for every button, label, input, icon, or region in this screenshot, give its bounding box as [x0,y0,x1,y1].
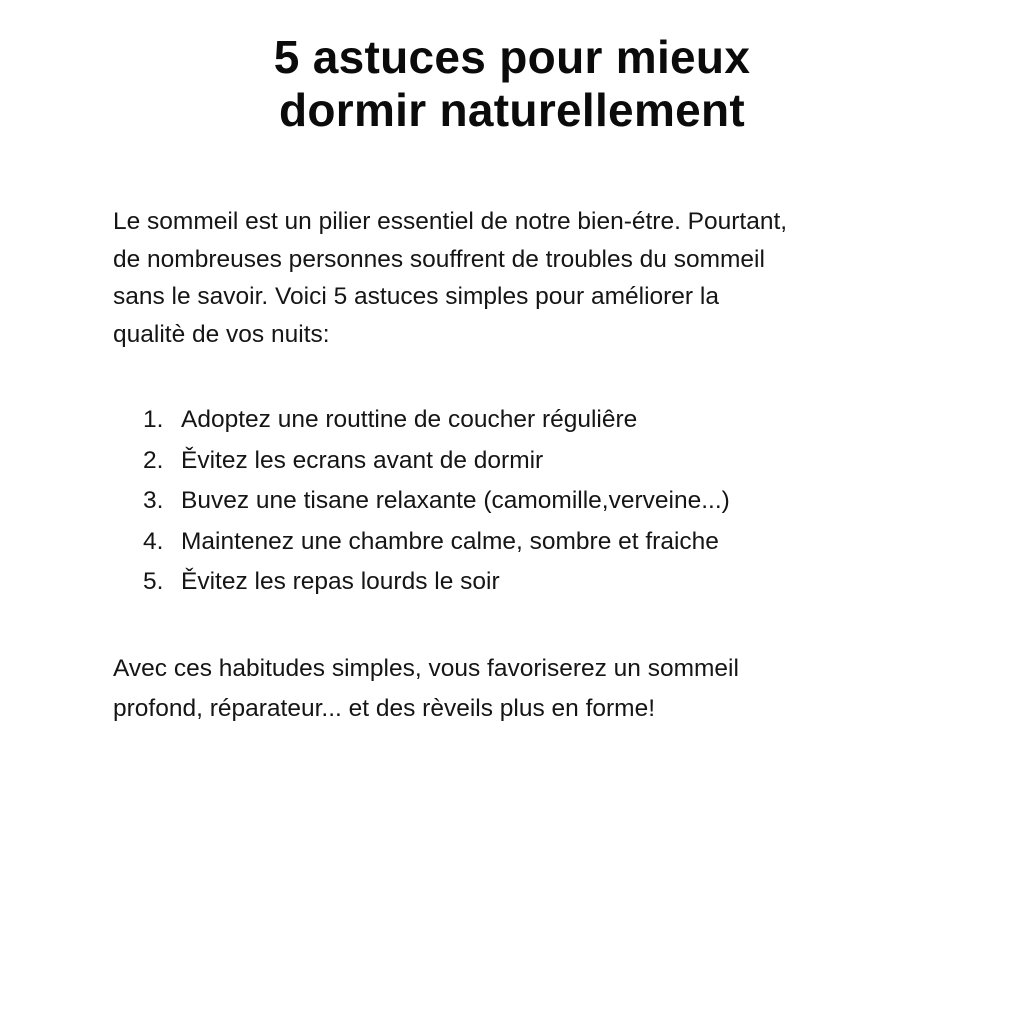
page-title-line-1: 5 astuces pour mieux [273,31,751,83]
tip-text: Ěvitez les repas lourds le soir [181,568,500,595]
intro-line: Le sommeil est un pilier essentiel de notre bien-étre. Pourtant, [113,208,788,235]
tip-number: 5. [143,568,164,595]
tip-number: 2. [143,446,164,474]
page-title [0,0,1024,137]
page-title-line-2: dormir naturellement [278,84,746,136]
tip-number: 1. [143,406,164,433]
intro-line: sans le savoir. Voici 5 astuces simples pour améliorer la [113,283,719,310]
tips-list [143,400,1024,603]
tip-item [143,522,1024,563]
intro-line: de nombreuses personnes souffrent de troubles du sommeil [113,245,765,273]
closing-paragraph [113,649,1024,729]
closing-line: Avec ces habitudes simples, vous favoriserez un sommeil [113,654,739,682]
tip-item [143,562,1024,603]
tip-number: 4. [143,527,164,555]
tip-item [143,400,1024,441]
tip-number: 3. [143,487,164,514]
tip-text: Adoptez une routtine de coucher réguliêre [181,406,638,433]
tip-item [143,481,1024,522]
tip-text: Maintenez une chambre calme, sombre et fraiche [181,527,719,555]
tip-text: Buvez une tisane relaxante (camomille,verveine...) [181,487,730,514]
closing-line: profond, réparateur... et des rèveils plus en forme! [113,694,656,722]
tip-text: Ěvitez les ecrans avant de dormir [181,446,544,474]
intro-line: qualitè de vos nuits: [113,320,330,348]
intro-paragraph [113,203,1024,353]
tip-item [143,441,1024,482]
